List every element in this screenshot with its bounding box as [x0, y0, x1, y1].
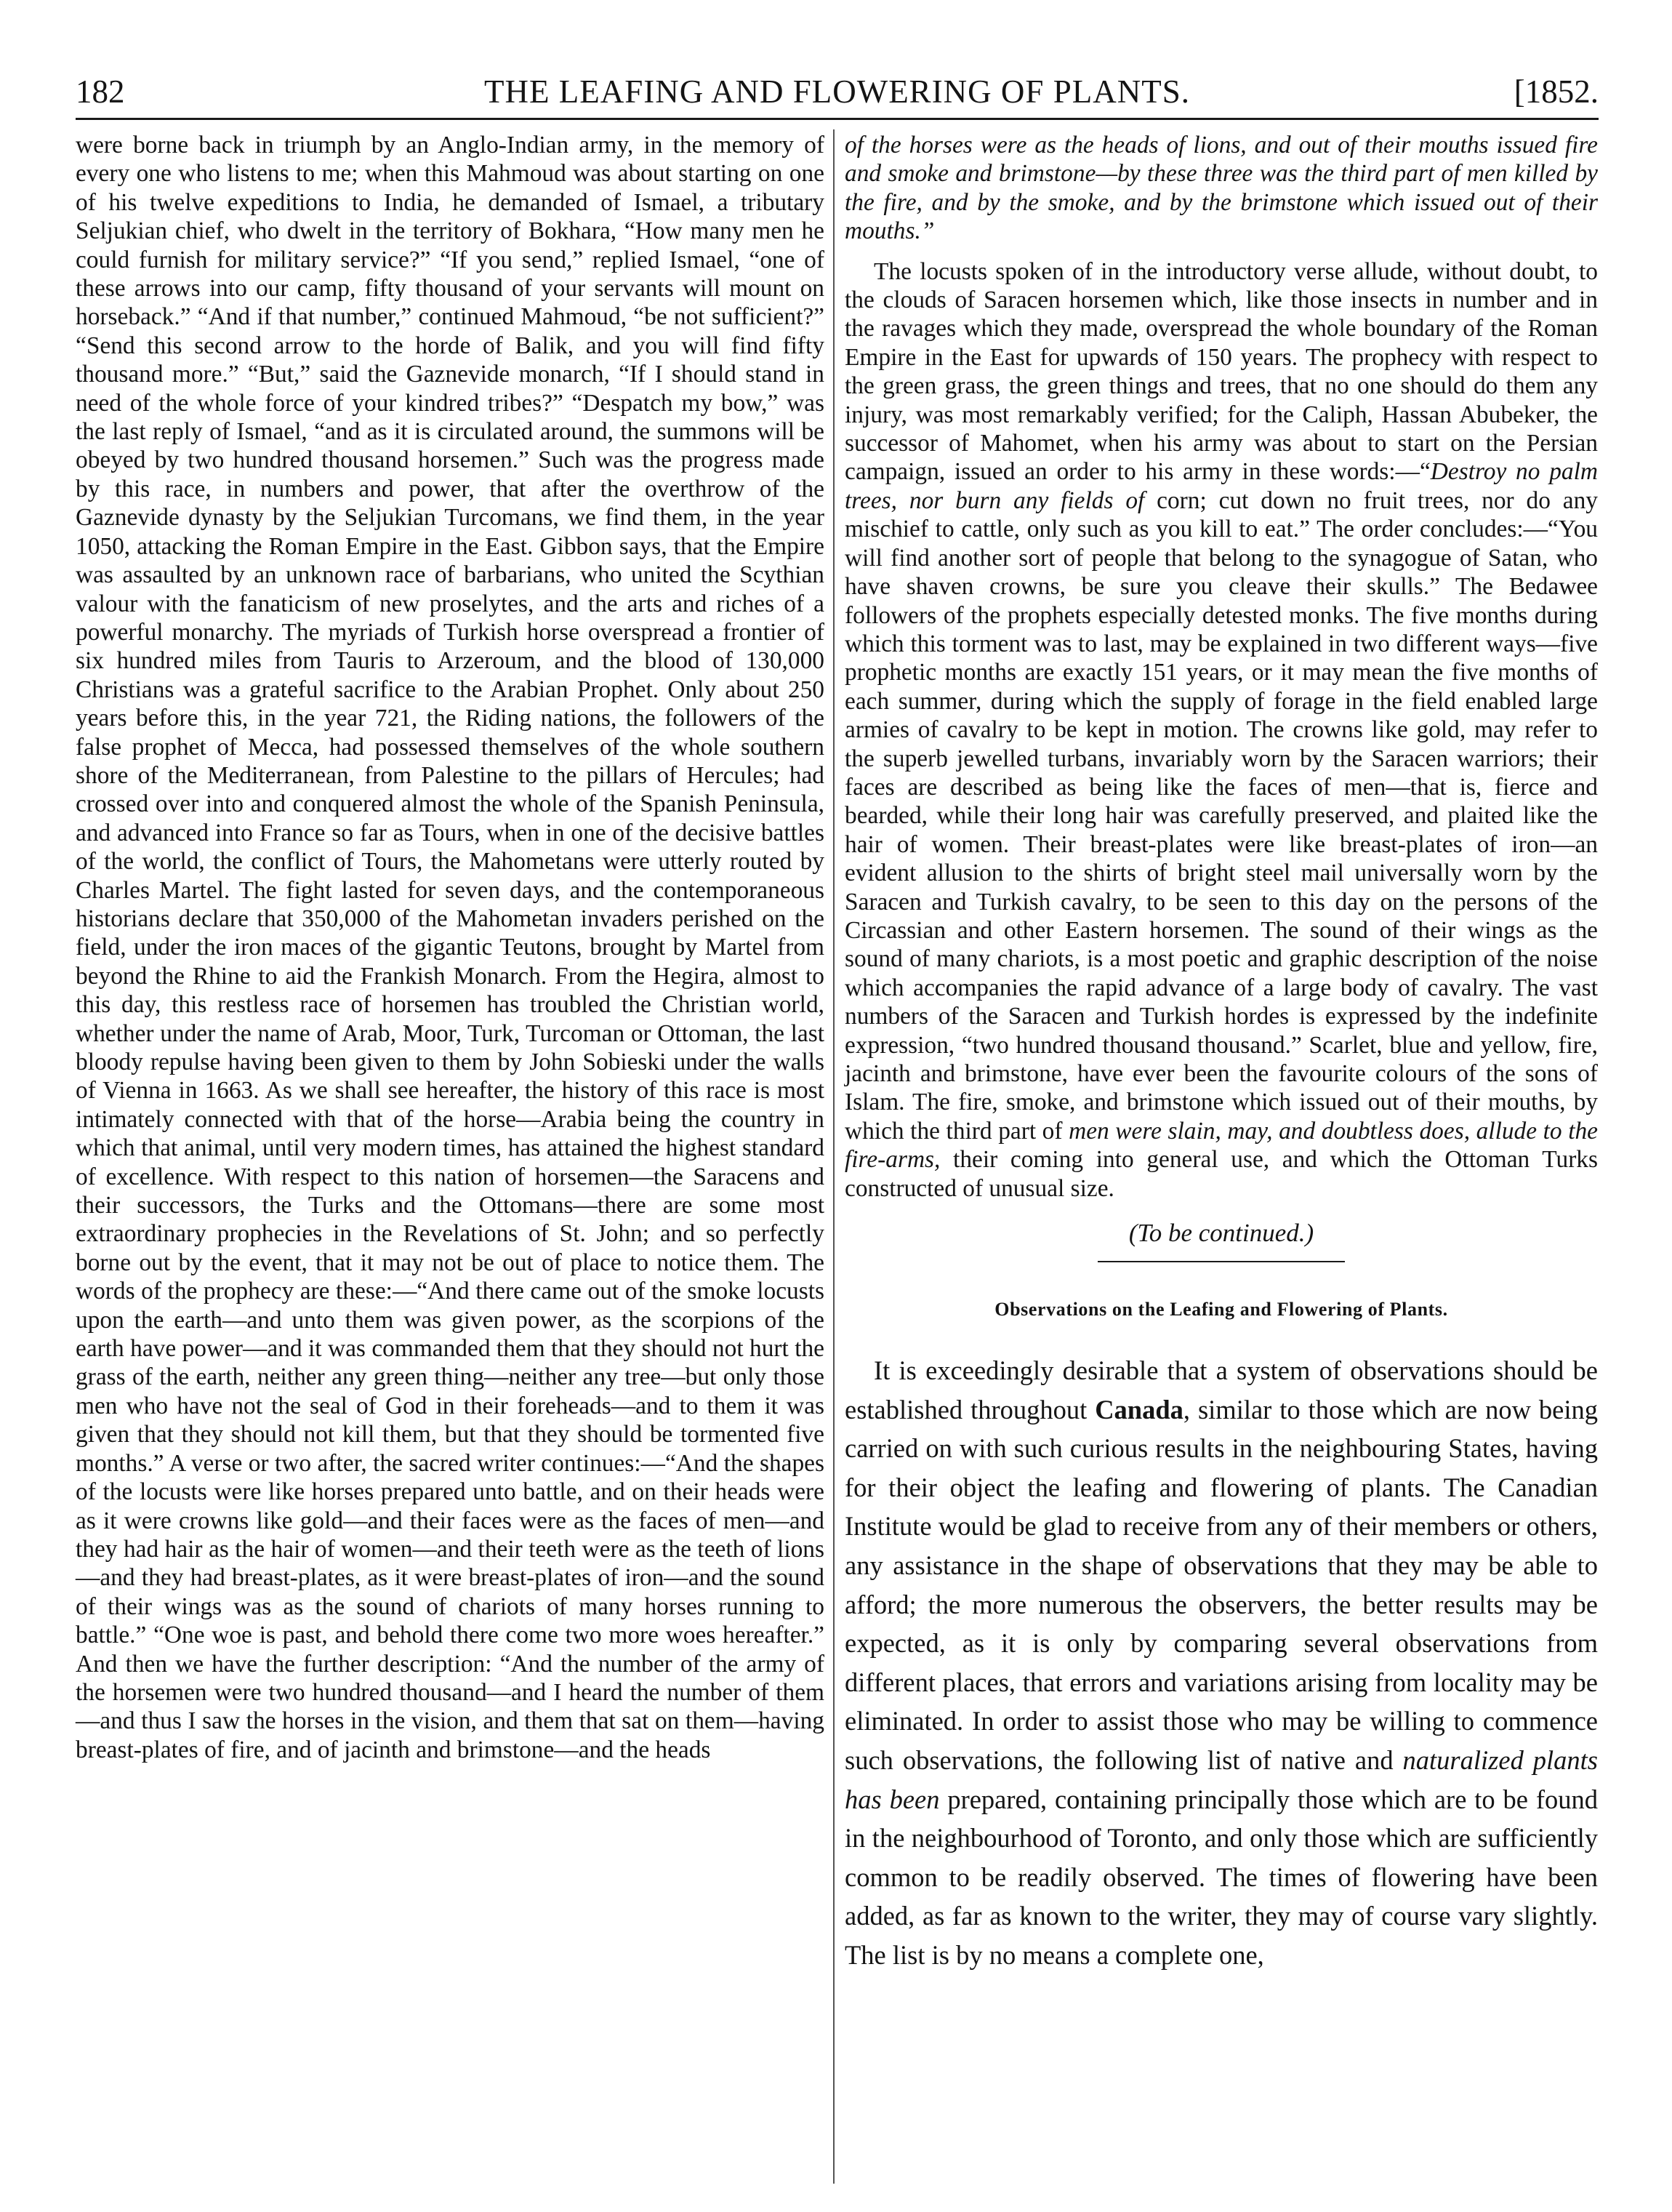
volume-year: [1852. — [1514, 73, 1599, 110]
text-run: men were slain, may, and doubtless does, allude to the fire-arms, — [845, 1117, 1598, 1174]
section-heading: Observations on the Leafing and Flowering of Plants. — [994, 1299, 1448, 1321]
text-run: prepared, containing principally those which are to be found in the neighbourhood of Toronto, and only those which are sufficiently common to be readily observed. The times of flowering have been added, as far as known to the writer, they may of course vary slightly. The list is by no means a complete one, — [845, 1784, 1598, 1970]
column-divider — [833, 129, 835, 2184]
text-run: , similar to those which are now being carried on with such curious results in the neighbouring States, having for their object the leafing and flowering of plants. The Canadian Institute would be glad to receive from any of their members or others, any assistance in the shape of observations that they may be able to afford; the more numerous the observers, the better results may be expected, as it is only by comparing several observations from different places, that errors and variations arising from locality may be eliminated. In order to assist those who may be willing to commence such observations, the following list of native and — [845, 1394, 1598, 1775]
left-paragraph — [76, 131, 824, 1764]
text-run: It is exceedingly desirable that a system of observations should be established throughout — [845, 1355, 1598, 1424]
left-column — [76, 131, 824, 1764]
to-be-continued: (To be continued.) — [1128, 1219, 1314, 1248]
section-rule — [1098, 1261, 1345, 1262]
text-run: their coming into general use, and which the Ottoman Turks constructed of unusual size. — [845, 1146, 1598, 1202]
continuation-paragraph — [845, 131, 1598, 246]
text-run: of the horses were as the heads of lions, and out of their mouths issued fire and smoke and brimstone—by these three was the third part of men killed by the fire, and by the smoke, and by the brimstone which issued out of their mouths.” — [845, 132, 1598, 245]
text-run: Destroy no palm trees, nor burn any fields of — [845, 458, 1598, 514]
text-run: naturalized plants has been — [845, 1744, 1598, 1814]
text-run: were borne back in triumph by an Anglo-Indian army, in the memory of every one who listens to me; when this Mahmoud was about starting on one of his twelve expeditions to India, he demanded of Ismael, a tributary Seljukian chief, who dwelt in the territory of Bokhara, “How many men he could furnish for military service?” “If you send,” replied Ismael, “one of these arrows into our camp, fifty thousand of your servants will mount on horseback.” “And if that number,” continued Mahmoud, “be not sufficient?” “Send this second arrow to the horde of Balik, and you will find fifty thousand more.” “But,” said the Gaznevide monarch, “If I should stand in need of the whole force of your kindred tribes?” “Despatch my bow,” was the last reply of Ismael, “and as it is circulated around, the summons will be obeyed by two hundred thousand horsemen.” Such was the progress made by this race, in numbers and power, that after the overthrow of the Gaznevide dynasty by the Seljukian Turcomans, we find them, in the year 1050, attacking the Roman Empire in the East. Gibbon says, that the Empire was assaulted by an unknown race of barbarians, who united the Scythian valour with the fanaticism of new proselytes, and the arts and riches of a powerful monarchy. The myriads of Turkish horse overspread a frontier of six hundred miles from Tauris to Arzeroum, and the blood of 130,000 Christians was a grateful sacrifice to the Arabian Prophet. Only about 250 years before this, in the year 721, the Riding nations, the followers of the false prophet of Mecca, had possessed themselves of the whole southern shore of the Mediterranean, from Palestine to the pillars of Hercules; had crossed over into and conquered almost the whole of the Spanish Peninsula, and advanced into France so far as Tours, when in one of the decisive battles of the world, the conflict of Tours, the Mahometans were utterly routed by Charles Martel. The fight lasted for seven days, and the contemporaneous historians declare that 350,000 of the Mahometan invaders perished on the field, under the iron maces of the gigantic Teutons, brought by Martel from beyond the Rhine to aid the Frankish Monarch. From the Hegira, almost to this day, this restless race of horsemen has troubled the Christian world, whether under the name of Arab, Moor, Turk, Turcoman or Ottoman, the last bloody repulse having been given to them by John Sobieski under the walls of Vienna in 1663. As we shall see hereafter, the history of this race is most intimately connected with that of the horse—Arabia being the country in which that animal, until very modern times, has attained the highest standard of excellence. With respect to this nation of horsemen—the Saracens and their successors, the Turks and the Ottomans—there are some most extraordinary prophecies in the Revelations of St. John; and so perfectly borne out by the event, that it may not be out of place to notice them. The words of the prophecy are these:—“And there came out of the smoke locusts upon the earth—and unto them was given power, as the scorpions of the earth have power—and it was commanded them that they should not hurt the grass of the earth, neither any green thing—neither any tree—but only those men who have not the seal of God in their foreheads—and to them it was given that they should not kill them, but that they should be tormented five months.” A verse or two after, the sacred writer continues:—“And the shapes of the locusts were like horses prepared unto battle, and on their heads were as it were crowns like gold—and their faces were as the faces of men—and they had hair as the hair of women—and their teeth were as the teeth of lions—and they had breast-plates, as it were breast-plates of iron—and the sound of their wings was as the sound of chariots of many horses running to battle.” “One woe is past, and behold there come two more woes hereafter.” And then we have the further description: “And the number of the army of the horsemen were two hundred thousand—and I heard the number of them—and thus I saw the horses in the vision, and them that sat on them—having breast-plates of fire, and of jacinth and brimstone—and the heads — [76, 132, 824, 1763]
locusts-paragraph — [845, 257, 1598, 1203]
running-header — [76, 70, 1599, 113]
text-run: Canada — [1095, 1394, 1183, 1424]
running-title: THE LEAFING AND FLOWERING OF PLANTS. — [484, 73, 1190, 110]
text-run: corn; cut down no fruit trees, nor do any mischief to cattle, only such as you kill to eat.” The order concludes:—“You will find another sort of people that belong to the synagogue of Satan, who have shaven crowns, be sure you cleave their skulls.” The Bedawee followers of the prophets especially detested monks. The five months during which this torment was to last, may be explained in two different ways—five prophetic months are exactly 151 years, or it may mean the five months of each summer, during which the supply of forage in the field enabled large armies of cavalry to be kept in motion. The crowns like gold, may refer to the superb jewelled turbans, invariably worn by the Saracen warriors; their faces are described as being like the faces of men—that is, fierce and bearded, while their long hair was carefully preserved, and plaited like the hair of women. Their breast-plates were like breast-plates of iron—an evident allusion to the shirts of bright steel mail universally worn by the Saracen and Turkish cavalry, to be seen to this day on the persons of the Circassian and other Eastern horsemen. The sound of their wings as the sound of many chariots, is a most poetic and graphic description of the noise which accompanies the rapid advance of a large body of cavalry. The vast numbers of the Saracen and Turkish hordes is expressed by the indefinite expression, “two hundred thousand thousand.” Scarlet, blue and yellow, fire, jacinth and brimstone, have ever been the favourite colours of the sons of Islam. The fire, smoke, and brimstone which issued out of their mouths, by which the third part of — [845, 486, 1598, 1145]
text-run: The locusts spoken of in the introductory verse allude, without doubt, to the clouds of Saracen horsemen which, like those insects in number and in the ravages which they made, overspread the whole boundary of the Roman Empire in the East for upwards of 150 years. The prophecy with respect to the green grass, the green things and trees, that no one should do them any injury, was most remarkably verified; for the Caliph, Hassan Abubeker, the successor of Mahomet, when his army was about to start on the Persian campaign, issued an order to his army in these words:—“ — [845, 257, 1598, 486]
right-column — [845, 131, 1598, 1975]
header-rule — [76, 118, 1599, 120]
page-number: 182 — [76, 73, 125, 110]
observations-paragraph — [845, 1351, 1598, 1975]
